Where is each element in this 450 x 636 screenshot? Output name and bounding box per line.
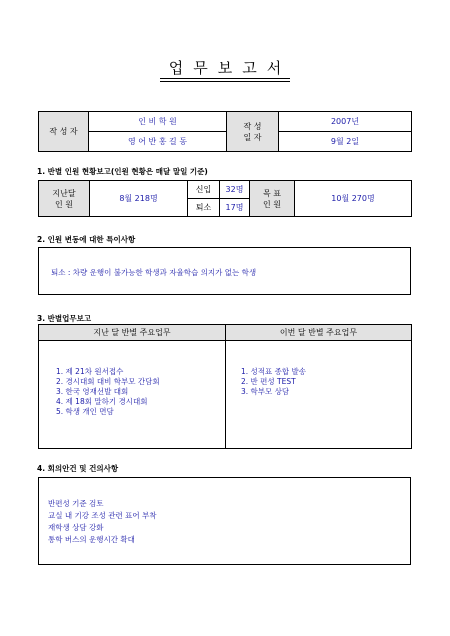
prev-headcount-label	[39, 181, 90, 217]
list-item: 1. 제 21차 원서접수	[56, 367, 124, 376]
section3-heading: 3. 반별업무보고	[37, 314, 92, 323]
list-item: 통학 버스의 운행시간 확대	[48, 535, 135, 544]
list-item: 반편성 기준 검토	[48, 499, 104, 508]
list-item: 교실 내 기강 조성 관련 표어 부착	[48, 511, 157, 520]
this-month-tasks	[226, 341, 412, 449]
list-item: 3. 한국 영재선발 대회	[56, 387, 129, 396]
list-item: 2. 반 편성 TEST	[241, 377, 296, 386]
section1-heading: 1. 반별 인원 현황보고(인원 현황은 매달 말일 기준)	[37, 167, 208, 176]
last-month-header: 지난 달 반별 주요업무	[39, 325, 226, 341]
report-year: 2007년	[279, 112, 412, 132]
section4-heading: 4. 회의안건 및 건의사항	[37, 464, 119, 473]
title-underline-double	[160, 81, 290, 82]
this-month-header: 이번 달 반별 주요업무	[226, 325, 412, 341]
title-underline	[160, 78, 290, 79]
list-item: 2. 경시대회 대비 학부모 간담회	[56, 377, 160, 386]
list-item: 3. 학부모 상담	[241, 387, 290, 396]
list-item: 4. 제 18회 말하기 경시대회	[56, 397, 148, 406]
section2-heading: 2. 인원 변동에 대한 특이사항	[37, 235, 136, 244]
target-label-line1: 목 표	[263, 188, 281, 198]
leaving-students-value: 17명	[220, 199, 250, 217]
special-notes-text: 퇴소 : 차량 운행이 불가능한 학생과 자율학습 의지가 없는 학생	[51, 268, 257, 277]
headcount-table	[38, 180, 412, 217]
meeting-agenda-box	[38, 477, 411, 565]
new-students-value: 32명	[220, 181, 250, 199]
leaving-students-label: 퇴소	[188, 199, 220, 217]
list-item: 재학생 상담 강화	[48, 523, 104, 532]
prev-label-line1: 지난달	[52, 188, 76, 198]
target-headcount-value: 10월 270명	[295, 181, 412, 217]
date-label-line1: 작 성	[243, 121, 262, 131]
report-date: 9월 2일	[279, 132, 412, 152]
document-title: 업무보고서	[168, 59, 292, 77]
writer-name: 영 어 반 홍 길 동	[89, 132, 227, 152]
prev-headcount-value: 8월 218명	[90, 181, 188, 217]
last-month-tasks	[39, 341, 226, 449]
list-item: 5. 학생 개인 면담	[56, 407, 114, 416]
new-students-label: 신입	[188, 181, 220, 199]
date-label	[227, 112, 279, 152]
class-report-table	[38, 324, 412, 449]
target-label-line2: 인 원	[263, 199, 281, 209]
prev-label-line2: 인 원	[55, 199, 73, 209]
target-headcount-label	[250, 181, 295, 217]
list-item: 1. 성적표 종합 발송	[241, 367, 307, 376]
header-table	[38, 111, 412, 152]
special-notes-box	[38, 247, 411, 295]
school-name: 인 비 학 원	[89, 112, 227, 132]
date-label-line2: 일 자	[243, 132, 262, 142]
writer-label: 작 성 자	[39, 112, 89, 152]
